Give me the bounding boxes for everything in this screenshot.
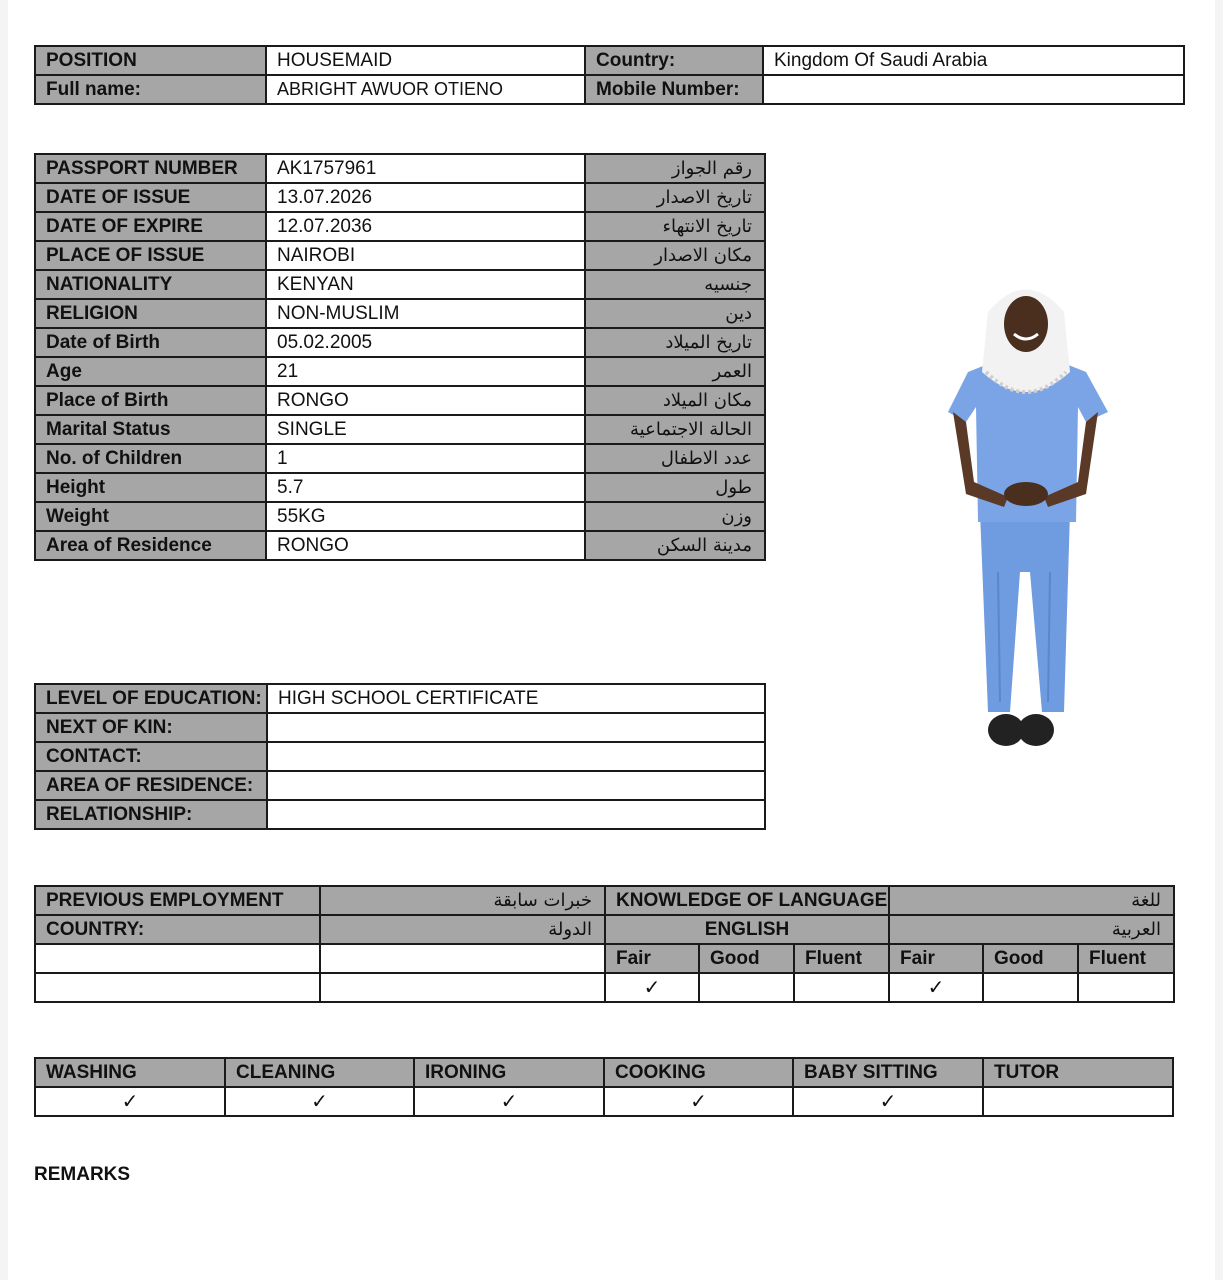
personal-arabic-label: تاريخ الميلاد xyxy=(585,328,765,357)
skill-babysitting-label: BABY SITTING xyxy=(793,1058,983,1087)
education-value xyxy=(267,771,765,800)
personal-row xyxy=(35,328,765,357)
skill-cooking-label: COOKING xyxy=(604,1058,793,1087)
personal-arabic-label: الحالة الاجتماعية xyxy=(585,415,765,444)
personal-label: Weight xyxy=(35,502,266,531)
personal-row xyxy=(35,473,765,502)
skill-ironing-label: IRONING xyxy=(414,1058,604,1087)
employment-detail-cell-2 xyxy=(320,973,605,1002)
personal-value: 12.07.2036 xyxy=(266,212,585,241)
personal-value: 05.02.2005 xyxy=(266,328,585,357)
personal-arabic-label: مكان الاصدار xyxy=(585,241,765,270)
education-label: NEXT OF KIN: xyxy=(35,713,267,742)
personal-label: NATIONALITY xyxy=(35,270,266,299)
education-value: HIGH SCHOOL CERTIFICATE xyxy=(267,684,765,713)
fullname-value: ABRIGHT AWUOR OTIENO xyxy=(266,75,585,104)
personal-value: NAIROBI xyxy=(266,241,585,270)
personal-row xyxy=(35,154,765,183)
personal-label: RELIGION xyxy=(35,299,266,328)
education-row xyxy=(35,684,765,713)
education-row xyxy=(35,713,765,742)
personal-arabic-label: جنسيه xyxy=(585,270,765,299)
personal-value: 1 xyxy=(266,444,585,473)
personal-label: Area of Residence xyxy=(35,531,266,560)
arabic-fluent-check xyxy=(1078,973,1174,1002)
previous-employment-label: PREVIOUS EMPLOYMENT xyxy=(35,886,320,915)
knowledge-language-label: KNOWLEDGE OF LANGUAGE xyxy=(605,886,889,915)
personal-label: Age xyxy=(35,357,266,386)
personal-arabic-label: مكان الميلاد xyxy=(585,386,765,415)
personal-value: 55KG xyxy=(266,502,585,531)
country-label: Country: xyxy=(585,46,763,75)
personal-arabic-label: تاريخ الانتهاء xyxy=(585,212,765,241)
personal-value: NON-MUSLIM xyxy=(266,299,585,328)
personal-value: 5.7 xyxy=(266,473,585,502)
personal-details-table xyxy=(34,153,766,561)
education-row xyxy=(35,771,765,800)
language-arabic: للغة xyxy=(889,886,1174,915)
personal-value: RONGO xyxy=(266,386,585,415)
english-label: ENGLISH xyxy=(605,915,889,944)
skills-header-row xyxy=(35,1058,1173,1087)
emp-country-row xyxy=(35,915,1174,944)
personal-label: DATE OF ISSUE xyxy=(35,183,266,212)
english-good-label: Good xyxy=(699,944,794,973)
personal-label: Marital Status xyxy=(35,415,266,444)
personal-value: SINGLE xyxy=(266,415,585,444)
employment-detail-cell xyxy=(320,944,605,973)
personal-label: Height xyxy=(35,473,266,502)
fullname-label: Full name: xyxy=(35,75,266,104)
emp-checks-row xyxy=(35,973,1174,1002)
personal-row xyxy=(35,531,765,560)
personal-label: DATE OF EXPIRE xyxy=(35,212,266,241)
arabic-good-label: Good xyxy=(983,944,1078,973)
personal-row xyxy=(35,386,765,415)
education-row xyxy=(35,742,765,771)
personal-label: No. of Children xyxy=(35,444,266,473)
skill-tutor-label: TUTOR xyxy=(983,1058,1173,1087)
skills-check-row xyxy=(35,1087,1173,1116)
personal-value: 13.07.2026 xyxy=(266,183,585,212)
personal-arabic-label: تاريخ الاصدار xyxy=(585,183,765,212)
remarks-label: REMARKS xyxy=(34,1164,131,1185)
personal-value: AK1757961 xyxy=(266,154,585,183)
skill-babysitting-check: ✓ xyxy=(793,1087,983,1116)
personal-row xyxy=(35,357,765,386)
employment-country-cell xyxy=(35,944,320,973)
skill-washing-check: ✓ xyxy=(35,1087,225,1116)
arabic-fair-label: Fair xyxy=(889,944,983,973)
education-value xyxy=(267,713,765,742)
personal-label: Date of Birth xyxy=(35,328,266,357)
emp-header-row xyxy=(35,886,1174,915)
arabic-language-label: العربية xyxy=(889,915,1174,944)
personal-arabic-label: طول xyxy=(585,473,765,502)
personal-arabic-label: دين xyxy=(585,299,765,328)
personal-arabic-label: العمر xyxy=(585,357,765,386)
skill-washing-label: WASHING xyxy=(35,1058,225,1087)
personal-row xyxy=(35,183,765,212)
employment-country-cell-2 xyxy=(35,973,320,1002)
education-value xyxy=(267,800,765,829)
english-good-check xyxy=(699,973,794,1002)
skill-tutor-check xyxy=(983,1087,1173,1116)
country-value: Kingdom Of Saudi Arabia xyxy=(763,46,1184,75)
header-table xyxy=(34,45,1185,105)
arabic-fluent-label: Fluent xyxy=(1078,944,1174,973)
personal-row xyxy=(35,241,765,270)
english-fluent-check xyxy=(794,973,889,1002)
personal-arabic-label: رقم الجواز xyxy=(585,154,765,183)
education-value xyxy=(267,742,765,771)
personal-label: Place of Birth xyxy=(35,386,266,415)
english-fluent-label: Fluent xyxy=(794,944,889,973)
personal-row xyxy=(35,415,765,444)
skill-cooking-check: ✓ xyxy=(604,1087,793,1116)
education-table xyxy=(34,683,766,830)
english-fair-label: Fair xyxy=(605,944,699,973)
personal-arabic-label: مدينة السكن xyxy=(585,531,765,560)
skills-table xyxy=(34,1057,1174,1117)
mobile-value xyxy=(763,75,1184,104)
skill-cleaning-label: CLEANING xyxy=(225,1058,414,1087)
emp-levels-row xyxy=(35,944,1174,973)
arabic-fair-check: ✓ xyxy=(889,973,983,1002)
header-row-position xyxy=(35,46,1184,75)
candidate-photo xyxy=(938,272,1113,752)
mobile-label: Mobile Number: xyxy=(585,75,763,104)
position-value: HOUSEMAID xyxy=(266,46,585,75)
employment-language-table xyxy=(34,885,1175,1003)
skill-cleaning-check: ✓ xyxy=(225,1087,414,1116)
personal-arabic-label: عدد الاطفال xyxy=(585,444,765,473)
arabic-good-check xyxy=(983,973,1078,1002)
education-label: CONTACT: xyxy=(35,742,267,771)
education-label: LEVEL OF EDUCATION: xyxy=(35,684,267,713)
country-arabic: الدولة xyxy=(320,915,605,944)
country-label-emp: COUNTRY: xyxy=(35,915,320,944)
personal-row xyxy=(35,502,765,531)
personal-row xyxy=(35,270,765,299)
education-label: AREA OF RESIDENCE: xyxy=(35,771,267,800)
education-row xyxy=(35,800,765,829)
personal-value: RONGO xyxy=(266,531,585,560)
cv-page xyxy=(8,0,1215,1280)
personal-value: 21 xyxy=(266,357,585,386)
personal-label: PASSPORT NUMBER xyxy=(35,154,266,183)
personal-label: PLACE OF ISSUE xyxy=(35,241,266,270)
personal-arabic-label: وزن xyxy=(585,502,765,531)
personal-row xyxy=(35,299,765,328)
personal-row xyxy=(35,212,765,241)
header-row-name xyxy=(35,75,1184,104)
previous-employment-arabic: خبرات سابقة xyxy=(320,886,605,915)
english-fair-check: ✓ xyxy=(605,973,699,1002)
position-label: POSITION xyxy=(35,46,266,75)
personal-value: KENYAN xyxy=(266,270,585,299)
personal-row xyxy=(35,444,765,473)
skill-ironing-check: ✓ xyxy=(414,1087,604,1116)
education-label: RELATIONSHIP: xyxy=(35,800,267,829)
